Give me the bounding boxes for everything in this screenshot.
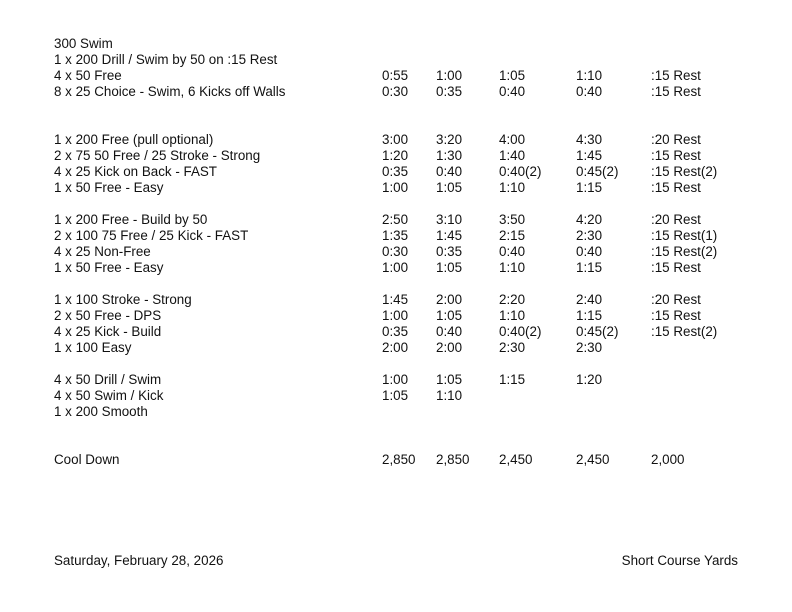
interval-col-1: 1:20 <box>382 148 409 163</box>
total-yards-col-3: 2,450 <box>499 452 533 467</box>
interval-col-1: 1:00 <box>382 180 409 195</box>
total-yards-col-4: 2,450 <box>576 452 610 467</box>
rest-col: :15 Rest <box>651 308 701 323</box>
rest-col: :20 Rest <box>651 212 701 227</box>
rest-col: :20 Rest <box>651 292 701 307</box>
set-description: 4 x 50 Drill / Swim <box>54 372 162 387</box>
drill-line: 1 x 200 Drill / Swim by 50 on :15 Rest <box>54 52 278 67</box>
interval-col-3: 2:20 <box>499 292 526 307</box>
set-description: 2 x 50 Free - DPS <box>54 308 162 323</box>
interval-col-2: 2:00 <box>436 340 463 355</box>
workout-row <box>0 244 792 260</box>
set-description: Cool Down <box>54 452 120 467</box>
interval-col-4: 1:15 <box>576 308 603 323</box>
rest-col: :15 Rest(2) <box>651 164 718 179</box>
interval-col-2: 1:45 <box>436 228 463 243</box>
workout-row <box>0 84 792 100</box>
warmup-line: 300 Swim <box>54 36 113 51</box>
interval-col-4: 2:30 <box>576 340 603 355</box>
cool-down-row <box>0 452 792 468</box>
set-description: 4 x 25 Kick on Back - FAST <box>54 164 217 179</box>
interval-col-2: 1:30 <box>436 148 463 163</box>
rest-col: :15 Rest(1) <box>651 228 718 243</box>
interval-col-2: 1:05 <box>436 308 463 323</box>
interval-col-3: 1:10 <box>499 308 526 323</box>
interval-col-1: 2:00 <box>382 340 409 355</box>
interval-col-1: 2:50 <box>382 212 409 227</box>
set-description: 1 x 200 Free (pull optional) <box>54 132 214 147</box>
interval-col-4: 2:40 <box>576 292 603 307</box>
interval-col-1: 1:00 <box>382 372 409 387</box>
interval-col-4: 1:45 <box>576 148 603 163</box>
interval-col-3: 3:50 <box>499 212 526 227</box>
set-description: 2 x 100 75 Free / 25 Kick - FAST <box>54 228 249 243</box>
set-description: 1 x 100 Easy <box>54 340 132 355</box>
interval-col-4: 0:45(2) <box>576 164 619 179</box>
set-description: 1 x 50 Free - Easy <box>54 260 164 275</box>
interval-col-2: 1:05 <box>436 180 463 195</box>
total-yards-col-1: 2,850 <box>382 452 416 467</box>
workout-row <box>0 180 792 196</box>
rest-col: :15 Rest <box>651 68 701 83</box>
interval-col-1: 0:35 <box>382 164 409 179</box>
interval-col-1: 0:55 <box>382 68 409 83</box>
total-yards-col-5: 2,000 <box>651 452 685 467</box>
set-description: 4 x 50 Free <box>54 68 122 83</box>
interval-col-3: 0:40(2) <box>499 164 542 179</box>
interval-col-3: 2:15 <box>499 228 526 243</box>
interval-col-4: 4:20 <box>576 212 603 227</box>
interval-col-1: 1:00 <box>382 260 409 275</box>
interval-col-2: 1:10 <box>436 388 463 403</box>
interval-col-1: 3:00 <box>382 132 409 147</box>
interval-col-2: 0:35 <box>436 84 463 99</box>
interval-col-4: 1:15 <box>576 180 603 195</box>
interval-col-3: 2:30 <box>499 340 526 355</box>
interval-col-3: 1:10 <box>499 180 526 195</box>
workout-row <box>0 260 792 276</box>
interval-col-1: 0:30 <box>382 84 409 99</box>
rest-col: :15 Rest(2) <box>651 324 718 339</box>
course-type: Short Course Yards <box>621 553 738 568</box>
interval-col-3: 1:15 <box>499 372 526 387</box>
interval-col-2: 1:05 <box>436 260 463 275</box>
interval-col-4: 4:30 <box>576 132 603 147</box>
interval-col-4: 0:40 <box>576 244 603 259</box>
interval-col-3: 0:40(2) <box>499 324 542 339</box>
interval-col-2: 2:00 <box>436 292 463 307</box>
rest-col: :15 Rest(2) <box>651 244 718 259</box>
rest-col: :15 Rest <box>651 180 701 195</box>
interval-col-1: 1:00 <box>382 308 409 323</box>
interval-col-3: 1:10 <box>499 260 526 275</box>
workout-row <box>0 324 792 340</box>
rest-col: :15 Rest <box>651 260 701 275</box>
interval-col-1: 0:30 <box>382 244 409 259</box>
workout-row <box>0 164 792 180</box>
interval-col-1: 1:35 <box>382 228 409 243</box>
rest-col: :15 Rest <box>651 84 701 99</box>
set-description: 1 x 200 Smooth <box>54 404 148 419</box>
interval-col-2: 0:35 <box>436 244 463 259</box>
set-description: 1 x 100 Stroke - Strong <box>54 292 192 307</box>
interval-col-4: 2:30 <box>576 228 603 243</box>
set-description: 4 x 25 Kick - Build <box>54 324 162 339</box>
workout-row <box>0 292 792 308</box>
interval-col-1: 1:05 <box>382 388 409 403</box>
interval-col-2: 3:20 <box>436 132 463 147</box>
interval-col-4: 1:10 <box>576 68 603 83</box>
interval-col-2: 1:00 <box>436 68 463 83</box>
set-description: 1 x 200 Free - Build by 50 <box>54 212 208 227</box>
workout-row <box>0 212 792 228</box>
interval-col-2: 1:05 <box>436 372 463 387</box>
workout-row <box>0 372 792 388</box>
interval-col-3: 0:40 <box>499 244 526 259</box>
interval-col-2: 0:40 <box>436 164 463 179</box>
workout-row <box>0 308 792 324</box>
interval-col-2: 0:40 <box>436 324 463 339</box>
interval-col-1: 1:45 <box>382 292 409 307</box>
workout-row <box>0 68 792 84</box>
set-description: 4 x 25 Non-Free <box>54 244 151 259</box>
workout-row <box>0 132 792 148</box>
interval-col-3: 1:05 <box>499 68 526 83</box>
workout-date: Saturday, February 28, 2026 <box>54 553 224 568</box>
workout-row <box>0 148 792 164</box>
rest-col: :15 Rest <box>651 148 701 163</box>
workout-row <box>0 388 792 404</box>
set-description: 4 x 50 Swim / Kick <box>54 388 164 403</box>
interval-col-3: 4:00 <box>499 132 526 147</box>
interval-col-3: 1:40 <box>499 148 526 163</box>
interval-col-4: 0:40 <box>576 84 603 99</box>
set-description: 8 x 25 Choice - Swim, 6 Kicks off Walls <box>54 84 286 99</box>
interval-col-1: 0:35 <box>382 324 409 339</box>
interval-col-4: 0:45(2) <box>576 324 619 339</box>
interval-col-3: 0:40 <box>499 84 526 99</box>
interval-col-4: 1:15 <box>576 260 603 275</box>
rest-col: :20 Rest <box>651 132 701 147</box>
total-yards-col-2: 2,850 <box>436 452 470 467</box>
interval-col-4: 1:20 <box>576 372 603 387</box>
set-description: 2 x 75 50 Free / 25 Stroke - Strong <box>54 148 261 163</box>
set-description: 1 x 50 Free - Easy <box>54 180 164 195</box>
workout-row <box>0 228 792 244</box>
workout-row <box>0 404 792 420</box>
workout-row <box>0 340 792 356</box>
interval-col-2: 3:10 <box>436 212 463 227</box>
